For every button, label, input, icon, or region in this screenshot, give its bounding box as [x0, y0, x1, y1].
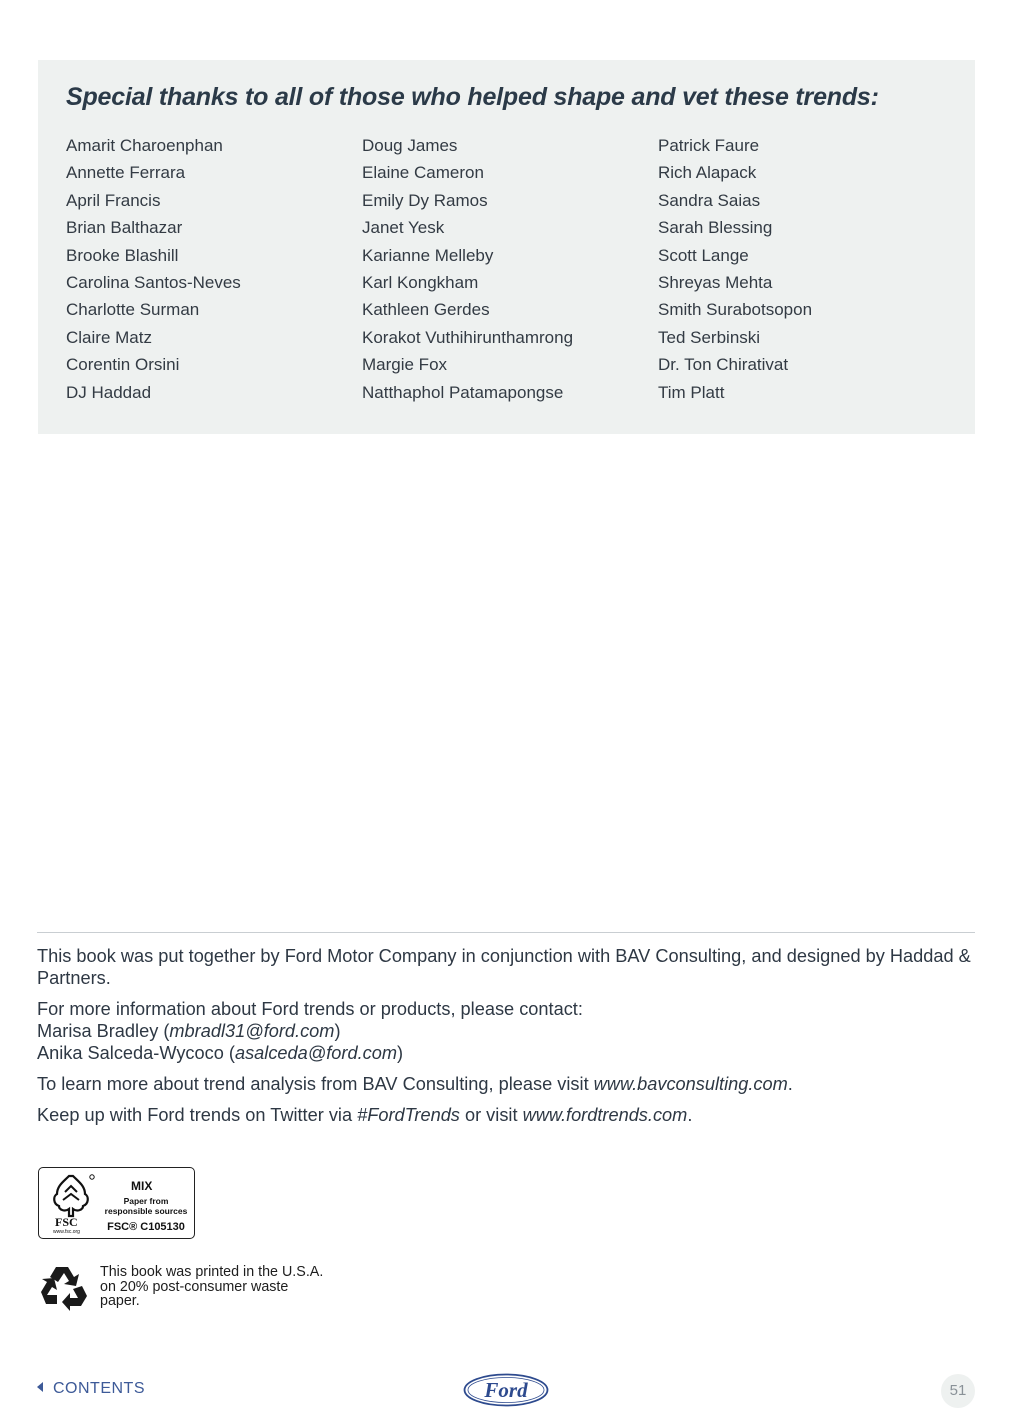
fordtrends-link[interactable]: www.fordtrends.com [522, 1105, 688, 1125]
contributor-name: DJ Haddad [66, 382, 152, 402]
contributor-name: Natthaphol Patamapongse [362, 382, 564, 402]
fsc-brand: FSC [55, 1215, 78, 1229]
section-divider [37, 932, 975, 933]
contributor-name: Rich Alapack [658, 163, 757, 183]
contributor-name: Kathleen Gerdes [362, 300, 490, 320]
contributor-name: Doug James [362, 136, 458, 155]
names-column-2 [362, 132, 652, 406]
contributor-name: Karl Kongkham [362, 273, 479, 293]
page-number: 51 [941, 1374, 975, 1408]
contributor-name: Sandra Saias [658, 190, 761, 210]
bav-text: To learn more about trend analysis from BAV Consulting, please visit [37, 1074, 594, 1094]
ford-logo-text: Ford [484, 1378, 528, 1402]
contributor-name: Elaine Cameron [362, 163, 484, 183]
names-column-3 [658, 132, 948, 406]
twitter-text: Keep up with Ford trends on Twitter via [37, 1105, 358, 1125]
acknowledgements-panel [38, 60, 975, 434]
contact-block [37, 998, 975, 1064]
fsc-code: FSC® C105130 [107, 1221, 185, 1233]
twitter-end: . [687, 1105, 693, 1125]
contact-1-name: Marisa Bradley ( [37, 1021, 170, 1041]
contributor-name: Patrick Faure [658, 136, 760, 155]
contributor-name: Ted Serbinski [658, 327, 761, 347]
fsc-paper-line-1: Paper from [123, 1196, 169, 1206]
contents-link[interactable] [37, 1380, 145, 1400]
ford-logo[interactable] [463, 1373, 549, 1407]
contributor-name: Scott Lange [658, 245, 749, 265]
contributor-name: Carolina Santos-Neves [66, 273, 241, 293]
contact-intro: For more information about Ford trends or products, please contact: [37, 999, 583, 1019]
contributor-name: Dr. Ton Chirativat [658, 355, 789, 375]
contributor-name: Claire Matz [66, 327, 152, 347]
recycled-paper-note: This book was printed in the U.S.A. on 20% post-consumer waste paper. [100, 1264, 324, 1309]
contact-2-name: Anika Salceda-Wycoco ( [37, 1043, 235, 1063]
fsc-site: www.fsc.org [53, 1229, 80, 1234]
contributor-name: Smith Surabotsopon [658, 300, 813, 320]
chevron-left-icon [37, 1382, 43, 1392]
bav-end: . [787, 1074, 793, 1094]
fsc-tree-icon [45, 1172, 97, 1234]
contributor-name: Janet Yesk [362, 218, 445, 238]
names-column-1 [66, 132, 356, 406]
contributor-name: Brooke Blashill [66, 245, 179, 265]
bav-link[interactable]: www.bavconsulting.com [593, 1074, 788, 1094]
contributor-name: Brian Balthazar [66, 218, 183, 238]
contributor-name: Annette Ferrara [66, 163, 186, 183]
contributor-name: Korakot Vuthihirunthamrong [362, 327, 574, 347]
contributor-name: Sarah Blessing [658, 218, 773, 238]
contact-2-email[interactable]: asalceda@ford.com [234, 1043, 397, 1063]
recycle-icon [38, 1264, 88, 1312]
fsc-paper-line-2: responsible sources [104, 1206, 188, 1216]
contact-1-email[interactable]: mbradl31@ford.com [169, 1021, 335, 1041]
credit-text: This book was put together by Ford Motor Company in conjunction with BAV Consulting, and designed by Haddad & Partners. [37, 946, 971, 988]
contents-label: CONTENTS [53, 1380, 145, 1397]
contributor-name: Tim Platt [658, 382, 725, 402]
contact-1-close: ) [334, 1021, 341, 1041]
twitter-line [37, 1104, 975, 1126]
twitter-hashtag[interactable]: #FordTrends [357, 1105, 460, 1125]
fsc-label [38, 1167, 195, 1239]
contributor-name: Shreyas Mehta [658, 273, 773, 293]
contributor-name: Charlotte Surman [66, 300, 200, 320]
contributor-name: Corentin Orsini [66, 355, 180, 375]
twitter-mid: or visit [459, 1105, 523, 1125]
contributor-name: April Francis [66, 190, 161, 210]
fsc-paper-text [101, 1196, 191, 1216]
contributor-name: Amarit Charoenphan [66, 136, 223, 155]
fsc-mix: MIX [131, 1179, 153, 1193]
colophon-info [37, 945, 975, 1135]
contact-2-close: ) [397, 1043, 404, 1063]
contributor-name: Margie Fox [362, 355, 448, 375]
acknowledgements-title: Special thanks to all of those who helped shape and vet these trends: [66, 83, 879, 111]
contributor-name: Emily Dy Ramos [362, 190, 488, 210]
bav-line [37, 1073, 975, 1095]
contributor-name: Karianne Melleby [362, 245, 494, 265]
